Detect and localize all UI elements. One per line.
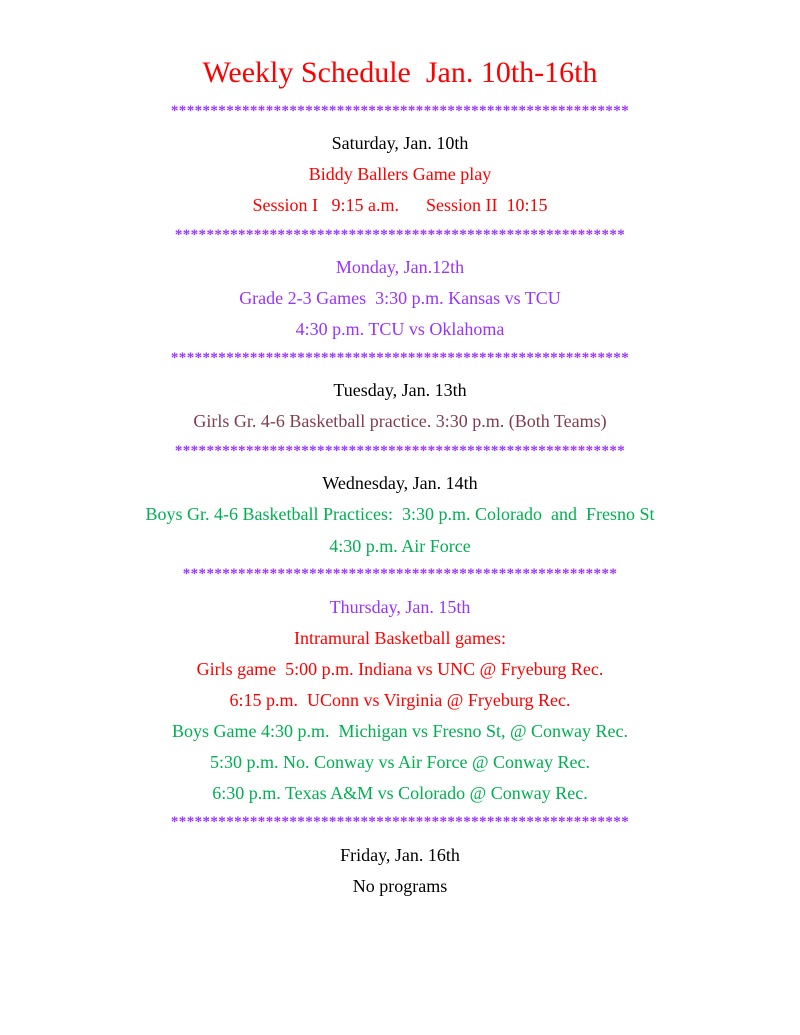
- separator: **********************************************************: [170, 350, 630, 366]
- separator: *******************************************************: [182, 566, 618, 582]
- schedule-line: 4:30 p.m. TCU vs Oklahoma: [295, 319, 505, 339]
- schedule-line: Boys Game 4:30 p.m. Michigan vs Fresno St, @ Conway Rec.: [171, 721, 629, 741]
- schedule-line: 6:15 p.m. UConn vs Virginia @ Fryeburg Rec.: [229, 690, 571, 710]
- separator: *********************************************************: [174, 443, 626, 459]
- schedule-line: 4:30 p.m. Air Force: [329, 536, 471, 556]
- page-title: Weekly Schedule Jan. 10th-16th: [202, 56, 598, 89]
- day-heading-thursday: Thursday, Jan. 15th: [329, 597, 471, 617]
- day-heading-tuesday: Tuesday, Jan. 13th: [333, 380, 467, 400]
- schedule-line: Boys Gr. 4-6 Basketball Practices: 3:30 p.m. Colorado and Fresno St: [145, 504, 655, 524]
- schedule-line: Session I 9:15 a.m. Session II 10:15: [252, 195, 548, 215]
- day-heading-wednesday: Wednesday, Jan. 14th: [322, 473, 478, 493]
- schedule-line: Biddy Ballers Game play: [308, 164, 492, 184]
- schedule-line: No programs: [352, 876, 448, 896]
- day-heading-friday: Friday, Jan. 16th: [340, 845, 460, 865]
- separator: *********************************************************: [174, 227, 626, 243]
- schedule-line: Intramural Basketball games:: [294, 628, 506, 648]
- day-heading-monday: Monday, Jan.12th: [335, 257, 465, 277]
- schedule-line: 5:30 p.m. No. Conway vs Air Force @ Conway Rec.: [209, 752, 591, 772]
- schedule-line: Girls Gr. 4-6 Basketball practice. 3:30 p.m. (Both Teams): [193, 411, 607, 431]
- schedule-line: Girls game 5:00 p.m. Indiana vs UNC @ Fryeburg Rec.: [196, 659, 604, 679]
- separator: **********************************************************: [170, 814, 630, 830]
- schedule-line: 6:30 p.m. Texas A&M vs Colorado @ Conway Rec.: [212, 783, 588, 803]
- day-heading-saturday: Saturday, Jan. 10th: [331, 133, 469, 153]
- separator: **********************************************************: [170, 103, 630, 119]
- schedule-line: Grade 2-3 Games 3:30 p.m. Kansas vs TCU: [239, 288, 561, 308]
